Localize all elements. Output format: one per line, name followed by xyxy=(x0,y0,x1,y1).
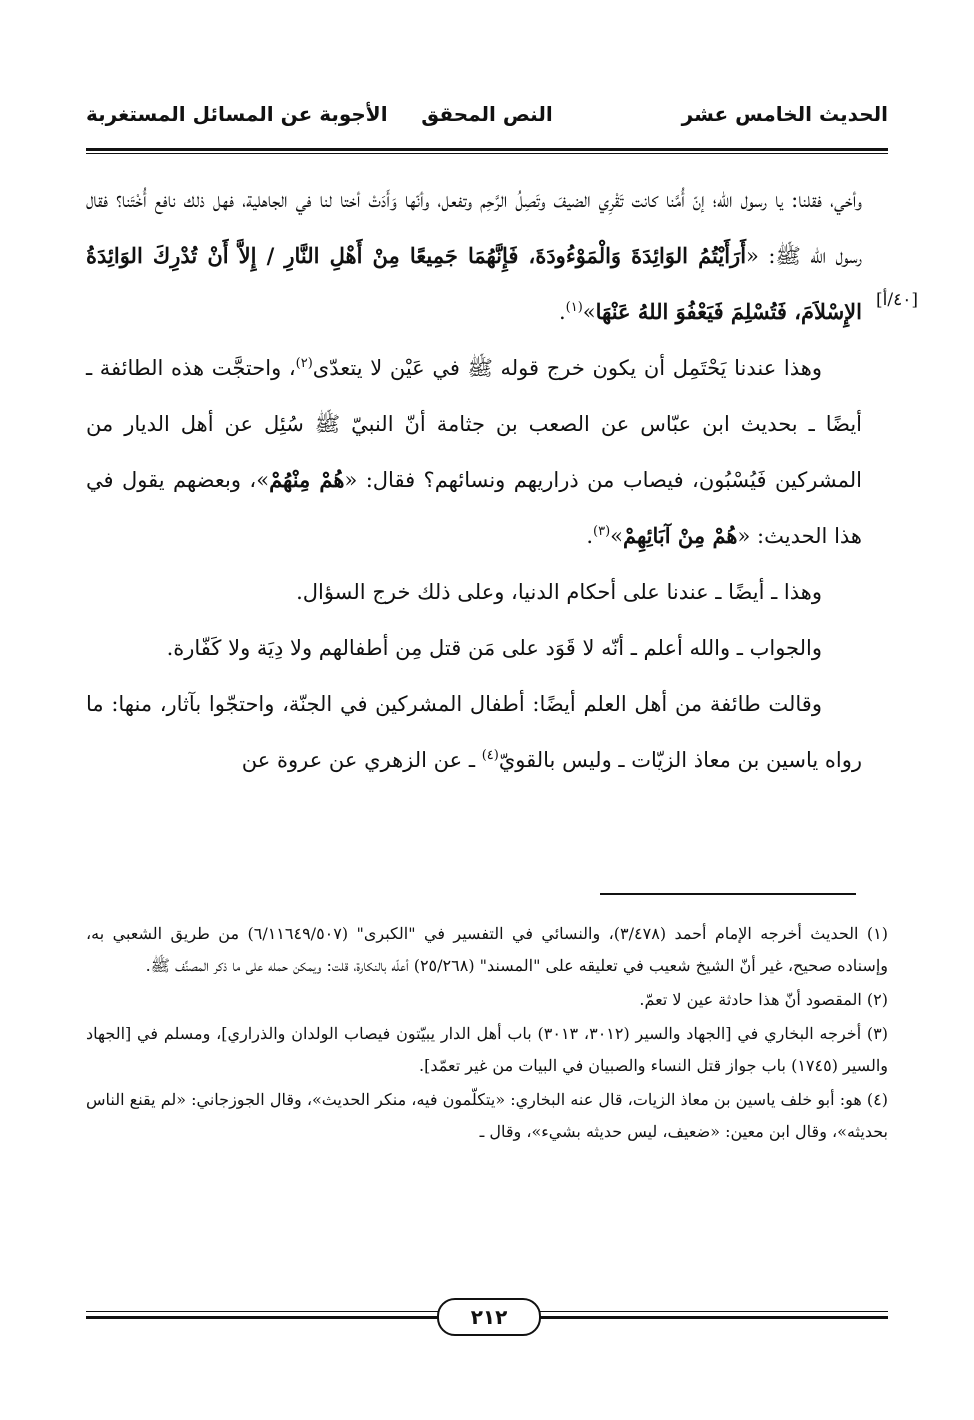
footnote-2: (٢) المقصود أنّ هذا حادثة عين لا تعمّ. xyxy=(639,990,888,1009)
paragraph-1 xyxy=(86,172,862,340)
header-rule-thick xyxy=(86,148,888,151)
footnote-3: (٣) أخرجه البخاري في [الجهاد والسير (٣٠١٢، ٣٠١٣) باب أهل الدار يبيّتون فيصاب الولدان والذراري]، ومسلم في [الجهاد والسير (١٧٤٥) باب جواز قتل النساء والصبيان في البيات من غير تعمّد]. xyxy=(86,1024,889,1075)
quote-close-3: » xyxy=(610,524,624,548)
paragraph-5 xyxy=(86,676,862,788)
manuscript-folio-reference: [٤٠/أ] xyxy=(876,290,918,310)
footnotes xyxy=(86,918,888,1150)
page-number: ٢١٢ xyxy=(437,1298,541,1336)
footnote-marker-3[interactable]: (٣) xyxy=(593,524,611,539)
paragraph-1-text: وأخي، فقلنا: يا رسول الله؛ إنّ أُمَّنا كانت تَقْرِي الضيفَ وتَصِلُ الرَّحِم وتفعل، وأنّها وَأَدَتْ أختا لنا في الجاهلية، فهل ذلك نافع أُخْتَنا؟ فقال رسول الله ﷺ: « xyxy=(86,188,863,268)
paragraph-5-text-b: ـ عن الزهري عن عروة عن xyxy=(241,748,482,772)
paragraph-3: وهذا ـ أيضًا ـ عندنا على أحكام الدنيا، وعلى ذلك خرج السؤال. xyxy=(296,580,822,604)
header-chapter-title: الحديث الخامس عشر xyxy=(681,102,888,126)
running-header xyxy=(86,96,888,136)
footnote-marker-1[interactable]: (١) xyxy=(565,300,583,315)
paragraph-5-text-a: وقالت طائفة من أهل العلم أيضًا: أطفال المشركين في الجنّة، واحتجّوا بآثار، منها: ما رواه ياسين بن معاذ الزيّات ـ وليس بالقويّ xyxy=(86,692,862,772)
footnote-marker-2[interactable]: (٢) xyxy=(295,356,313,371)
paragraph-2-text-c: »، وبعضهم يقول في هذا الحديث: « xyxy=(86,468,862,548)
paragraph-2-end: . xyxy=(586,524,594,548)
hadith-quote-1: أَرَأَيْتُمُ الوَائِدَةَ وَالْمَوْءُودَةَ، فَإِنَّهُمَا جَمِيعًا مِنْ أَهْلِ النَّارِ / إِلاَّ أَنْ تُدْرِكَ الوَائِدَةُ الإِسْلاَمَ، فَتُسْلِمَ فَيَعْفُوَ اللهُ عَنْهَا xyxy=(86,243,862,324)
paragraph-4: والجواب ـ والله أعلم ـ أنّه لا قَوَد على مَن قتل مِن أطفالهم ولا دِيَة ولا كَفّارة. xyxy=(166,636,822,660)
main-text xyxy=(86,172,862,788)
quote-close-1: » xyxy=(582,300,596,324)
paragraph-2-text-a: وهذا عندنا يَحْتَمِل أن يكون خرج قوله ﷺ في عَيْن لا يتعدّى xyxy=(312,356,822,380)
footnote-4: (٤) هو: أبو خلف ياسين بن معاذ الزيات، قال عنه البخاري: «يتكلّمون فيه، منكر الحديث»، وقال الجوزجاني: «لم يقنع الناس بحديثه»، وقال ابن معين: «ضعيف، ليس حديثه بشيء»، وقال ـ xyxy=(86,1090,888,1141)
hadith-quote-2: هُمْ مِنْهُمْ xyxy=(269,467,345,492)
hadith-quote-3: هُمْ مِنْ آبَائِهِمْ xyxy=(623,523,738,548)
paragraph-1-end: . xyxy=(558,300,566,324)
header-rule-thin xyxy=(86,153,888,154)
footnote-marker-4[interactable]: (٤) xyxy=(481,748,499,763)
footnote-separator xyxy=(600,893,856,895)
header-section-title: النص المحقق xyxy=(421,102,553,126)
paragraph-2-text-b: ، واحتجَّت هذه الطائفة ـ أيضًا ـ بحديث ابن عبّاس عن الصعب بن جثامة أنّ النبيّ ﷺ سُئِل عن أهل الديار من المشركين فَيُسْبُون، فيصاب من ذراريهم ونسائهم؟ فقال: « xyxy=(86,356,862,492)
header-book-title: الأجوبة عن المسائل المستغربة xyxy=(86,102,388,126)
footnote-1: (١) الحديث أخرجه الإمام أحمد (٣/٤٧٨)، والنسائي في التفسير في "الكبرى" (٦/١١٦٤٩/٥٠٧) من طريق الشعبي به، وإسناده صحيح، غير أنّ الشيخ شعيب في تعليقه على "المسند" (٢٥/٢٦٨) أعلّه بالنكارة، قلت: ويمكن حمله على ما ذكر المصنِّف ﷺ. xyxy=(86,924,889,975)
paragraph-2 xyxy=(86,340,862,564)
